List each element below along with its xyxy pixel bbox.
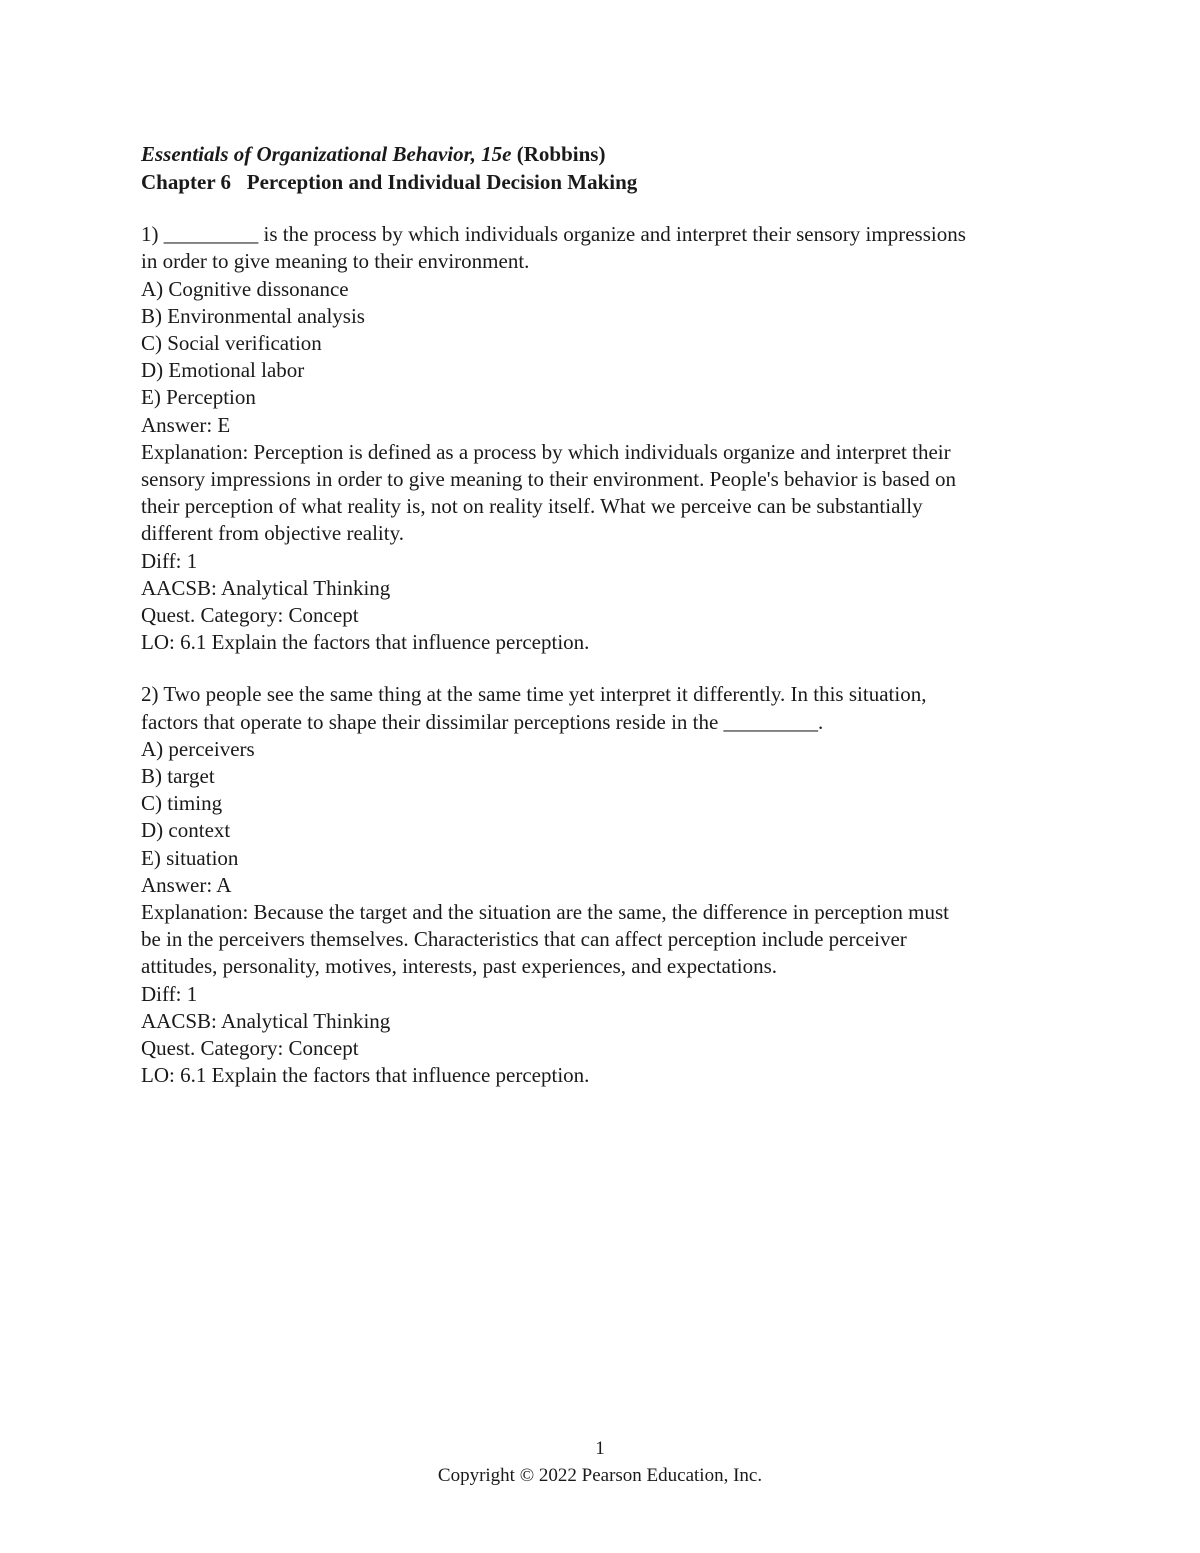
difficulty: Diff: 1 [141,981,198,1006]
answer-option: A) Cognitive dissonance [141,276,349,301]
answer-option: B) Environmental analysis [141,303,365,328]
copyright-notice: Copyright © 2022 Pearson Education, Inc. [437,1465,763,1486]
explanation-line: their perception of what reality is, not on reality itself. What we perceive can be substantially [141,494,923,519]
answer-option: C) Social verification [141,331,322,356]
question-category: Quest. Category: Concept [141,1036,359,1061]
chapter-label: Chapter 6 [141,170,232,195]
question-stem-line: 1) _________ is the process by which individuals organize and interpret their sensory impressions [141,222,966,247]
explanation-line: be in the perceivers themselves. Characteristics that can affect perception include perceiver [141,927,907,952]
explanation-line: different from objective reality. [141,521,404,546]
answer-option: C) timing [141,791,223,816]
page-footer [0,1435,1200,1489]
chapter-heading [141,168,1061,197]
learning-objective: LO: 6.1 Explain the factors that influence perception. [141,1063,590,1088]
answer-option: D) Emotional labor [141,358,305,383]
explanation-line: sensory impressions in order to give meaning to their environment. People's behavior is based on [141,467,957,492]
book-title: Essentials of Organizational Behavior, 15e [141,142,512,166]
answer-option: E) Perception [141,385,256,410]
question-stem-line: 2) Two people see the same thing at the same time yet interpret it differently. In this situation, [141,682,927,707]
answer-option: D) context [141,818,231,843]
page-number: 1 [595,1438,605,1459]
chapter-title: Perception and Individual Decision Making [246,170,638,195]
aacsb-tag: AACSB: Analytical Thinking [141,1008,391,1033]
question-category: Quest. Category: Concept [141,603,359,628]
explanation-line: Explanation: Because the target and the situation are the same, the difference in perception must [141,900,950,925]
explanation-line: Explanation: Perception is defined as a process by which individuals organize and interpret their [141,439,951,464]
difficulty: Diff: 1 [141,548,198,573]
book-title-line [141,141,1061,168]
question-stem-line: in order to give meaning to their environment. [141,249,530,274]
answer-option: A) perceivers [141,736,255,761]
question-stem-line: factors that operate to shape their dissimilar perceptions reside in the _________. [141,709,824,734]
aacsb-tag: AACSB: Analytical Thinking [141,575,391,600]
book-author: (Robbins) [516,142,606,166]
answer-option: B) target [141,764,215,789]
answer-key: Answer: A [141,872,232,897]
document-page [141,141,1061,1115]
question-block [141,221,1061,656]
answer-key: Answer: E [141,412,231,437]
question-block [141,681,1061,1089]
explanation-line: attitudes, personality, motives, interests, past experiences, and expectations. [141,954,778,979]
answer-option: E) situation [141,845,239,870]
learning-objective: LO: 6.1 Explain the factors that influence perception. [141,630,590,655]
question-list [141,221,1061,1089]
